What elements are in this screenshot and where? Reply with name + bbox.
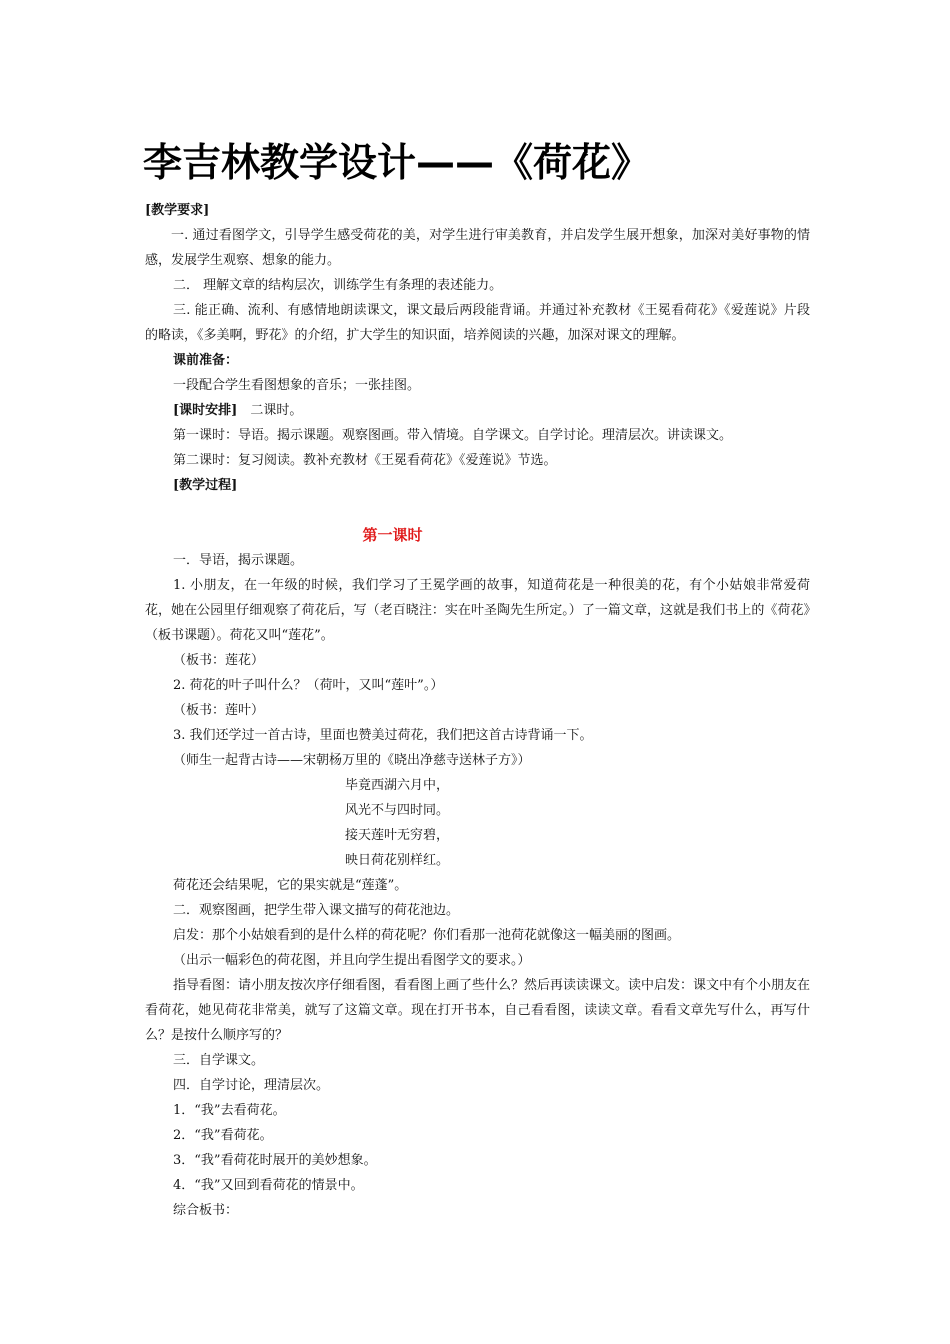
poem-line: 映日荷花别样红。 <box>345 853 450 868</box>
requirement-3: 三. 能正确、流利、有感情地朗读课文，课文最后两段能背诵。并通过补充教材《王冕看荷花》《爱莲说》片段的略读，《多美啊，野花》的介绍，扩大学生的知识面，培养阅读的兴趣，加深对课文的理解。 <box>145 303 810 343</box>
step-3: 三．自学课文。 <box>173 1053 265 1068</box>
step-2: 二．观察图画，把学生带入课文描写的荷花池边。 <box>173 903 460 918</box>
schedule-line <box>145 398 838 423</box>
step-4: 四．自学讨论，理清层次。 <box>173 1078 330 1093</box>
recite-note: （师生一起背古诗——宋朝杨万里的《晓出净慈寺送林子方》） <box>173 753 531 768</box>
summary-board-label: 综合板书： <box>173 1203 239 1218</box>
requirement-1: 一. 通过看图学文，引导学生感受荷花的美，对学生进行审美教育，并启发学生展开想象，加深对美好事物的情感，发展学生观察、想象的能力。 <box>145 228 810 268</box>
lotus-seed-text: 荷花还会结果呢，它的果实就是“莲蓬”。 <box>173 878 408 893</box>
poem-line: 风光不与四时同。 <box>345 803 450 818</box>
section-title: 第一课时 <box>362 526 423 544</box>
document-title: 李吉林教学设计——《荷花》 <box>143 141 651 186</box>
prep-text: 一段配合学生看图想象的音乐；一张挂图。 <box>173 378 421 393</box>
prep-heading: 课前准备： <box>173 353 239 368</box>
step-1-item-3: 3. 我们还学过一首古诗，里面也赞美过荷花，我们把这首古诗背诵一下。 <box>173 728 593 743</box>
list-item: 2．“我”看荷花。 <box>173 1128 273 1143</box>
list-item: 1．“我”去看荷花。 <box>173 1103 286 1118</box>
schedule-text: 二课时。 <box>237 403 303 418</box>
inspire-text: 启发：那个小姑娘看到的是什么样的荷花呢？你们看那一池荷花就像这一幅美丽的图画。 <box>173 928 681 943</box>
list-item: 3．“我”看荷花时展开的美妙想象。 <box>173 1153 377 1168</box>
lesson2-plan: 第二课时：复习阅读。教补充教材《王冕看荷花》《爱莲说》节选。 <box>173 453 557 468</box>
lesson1-plan: 第一课时：导语。揭示课题。观察图画。带入情境。自学课文。自学讨论。理清层次。讲读课文。 <box>173 428 733 443</box>
step-1-item-1: 1. 小朋友，在一年级的时候，我们学习了王冕学画的故事，知道荷花是一种很美的花，有个小姑娘非常爱荷花，她在公园里仔细观察了荷花后，写（老百晓注：实在叶圣陶先生所定。）了一篇文章，这就是我们书上的《荷花》（板书课题）。荷花又叫“莲花”。 <box>145 578 810 643</box>
requirement-2: 二． 理解文章的结构层次，训练学生有条理的表述能力。 <box>173 278 503 293</box>
guide-text: 指导看图：请小朋友按次序仔细看图，看看图上画了些什么？然后再读读课文。读中启发：课文中有个小朋友在看荷花，她见荷花非常美，就写了这篇文章。现在打开书本，自己看看图，读读文章。看看文章先写什么，再写什么？是按什么顺序写的？ <box>145 978 811 1043</box>
poem-line: 接天莲叶无穷碧， <box>345 828 450 843</box>
step-1: 一．导语，揭示课题。 <box>173 553 304 568</box>
requirements-heading: [教学要求] <box>145 203 210 218</box>
poem-line: 毕竟西湖六月中， <box>345 778 450 793</box>
board-note-2: （板书：莲叶） <box>173 703 265 718</box>
step-1-item-2: 2. 荷花的叶子叫什么？（荷叶，又叫“莲叶”。） <box>173 678 444 693</box>
list-item: 4．“我”又回到看荷花的情景中。 <box>173 1178 364 1193</box>
schedule-heading: [课时安排] <box>173 403 238 418</box>
board-note-1: （板书：莲花） <box>173 653 265 668</box>
process-heading: [教学过程] <box>173 478 238 493</box>
show-picture-note: （出示一幅彩色的荷花图，并且向学生提出看图学文的要求。） <box>173 953 531 968</box>
